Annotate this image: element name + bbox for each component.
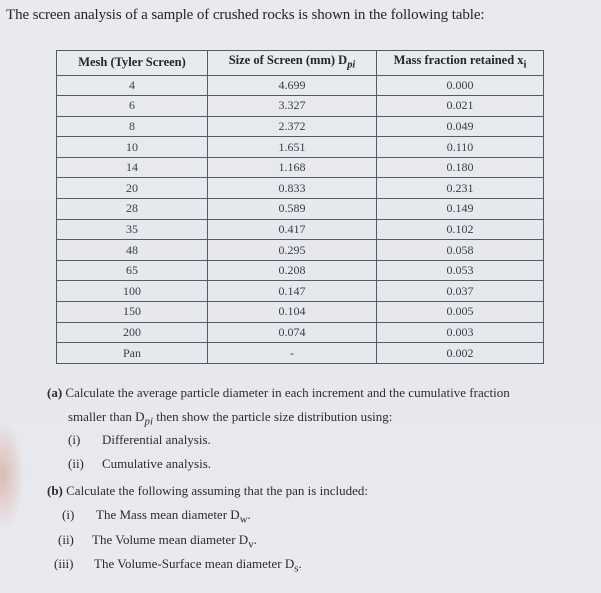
header-size-text: Size of Screen (mm) D [228,53,348,67]
question-a-line2 [68,409,392,428]
header-size [208,51,377,76]
table-row [57,322,544,343]
header-mass-fraction [377,51,544,76]
table-header-row [57,51,544,76]
size-cell: 0.208 [208,260,377,281]
question-b-item-1-num: (i) [62,507,75,522]
header-mesh-text: Mesh (Tyler Screen) [78,55,186,70]
mass-fraction-cell: 0.000 [377,75,544,96]
size-cell: 2.372 [208,116,377,137]
table-row [57,302,544,323]
mesh-cell: 48 [57,240,208,261]
mesh-cell: Pan [57,343,208,364]
intro-text: The screen analysis of a sample of crushed rocks is shown in the following table: [6,7,485,23]
question-a-item-2-num: (ii) [68,456,84,471]
question-b-text: Calculate the following assuming that the pan is included: [66,483,368,498]
header-mass-sub: i [523,59,527,71]
question-a-text: Calculate the average particle diameter in each increment and the cumulative fraction [65,385,510,400]
mass-fraction-cell: 0.058 [377,240,544,261]
table-row [57,116,544,137]
mass-fraction-cell: 0.053 [377,260,544,281]
size-cell: 0.147 [208,281,377,302]
mesh-cell: 8 [57,116,208,137]
question-a-line2-pre: smaller than D [68,409,145,424]
question-b-item-3-num: (iii) [54,556,74,571]
mass-fraction-cell: 0.002 [377,343,544,364]
mass-fraction-cell: 0.110 [377,137,544,158]
size-cell: 3.327 [208,96,377,117]
table-body [57,75,544,363]
question-b-item-3 [54,556,302,575]
header-mesh [57,51,208,76]
question-a-item-1-num: (i) [68,432,81,447]
size-cell: 4.699 [208,75,377,96]
mesh-cell: 35 [57,219,208,240]
mass-fraction-cell: 0.037 [377,281,544,302]
question-a-item-1-text: Differential analysis. [102,432,211,447]
mass-fraction-cell: 0.180 [377,157,544,178]
question-b-item-1 [62,507,251,526]
mass-fraction-cell: 0.102 [377,219,544,240]
finger-shadow [0,420,25,530]
table-row [57,281,544,302]
question-a-line2-post: then show the particle size distribution using: [152,409,393,424]
question-a-line2-sub: pi [144,415,153,428]
mesh-cell: 6 [57,96,208,117]
mass-fraction-cell: 0.003 [377,322,544,343]
question-a-item-1 [68,432,211,448]
question-b-item-1-end: . [247,507,251,522]
size-cell: 0.104 [208,302,377,323]
question-b-line [47,483,368,499]
mass-fraction-cell: 0.149 [377,199,544,220]
size-cell: 0.589 [208,199,377,220]
mesh-cell: 10 [57,137,208,158]
size-cell: 0.417 [208,219,377,240]
question-b-item-2-end: . [253,532,257,547]
size-cell: 0.295 [208,240,377,261]
question-b-item-3-end: . [298,556,302,571]
question-b-item-2-text: The Volume mean diameter D [92,532,249,547]
table-row [57,199,544,220]
table-row [57,178,544,199]
table-row [57,157,544,178]
question-b-item-2-sub: v [248,538,254,551]
screen-analysis-table [56,50,544,364]
question-b-item-1-sub: w [239,513,248,526]
mass-fraction-cell: 0.049 [377,116,544,137]
size-cell: 1.168 [208,157,377,178]
question-b-item-2-num: (ii) [58,532,74,547]
question-a-label: (a) [47,385,63,400]
mesh-cell: 150 [57,302,208,323]
header-mass-text: Mass fraction retained x [393,53,524,67]
question-b-item-3-text: The Volume-Surface mean diameter D [94,556,295,571]
mesh-cell: 4 [57,75,208,96]
question-a-item-2 [68,456,211,472]
question-b-label: (b) [47,483,63,498]
table-row [57,75,544,96]
size-cell: 1.651 [208,137,377,158]
mesh-cell: 14 [57,157,208,178]
mass-fraction-cell: 0.231 [377,178,544,199]
table-row [57,137,544,158]
mesh-cell: 20 [57,178,208,199]
header-size-sub: pi [347,59,356,71]
question-b-item-3-sub: s [294,562,299,575]
size-cell: 0.833 [208,178,377,199]
question-a-line1 [47,385,510,401]
question-b-item-1-text: The Mass mean diameter D [96,507,240,522]
mass-fraction-cell: 0.005 [377,302,544,323]
mesh-cell: 65 [57,260,208,281]
mesh-cell: 200 [57,322,208,343]
mass-fraction-cell: 0.021 [377,96,544,117]
mesh-cell: 100 [57,281,208,302]
table-row [57,260,544,281]
question-a-item-2-text: Cumulative analysis. [102,456,212,471]
size-cell: - [208,343,377,364]
table-row [57,96,544,117]
table-row [57,219,544,240]
mesh-cell: 28 [57,199,208,220]
table-row [57,343,544,364]
table-row [57,240,544,261]
question-b-item-2 [58,532,257,551]
size-cell: 0.074 [208,322,377,343]
